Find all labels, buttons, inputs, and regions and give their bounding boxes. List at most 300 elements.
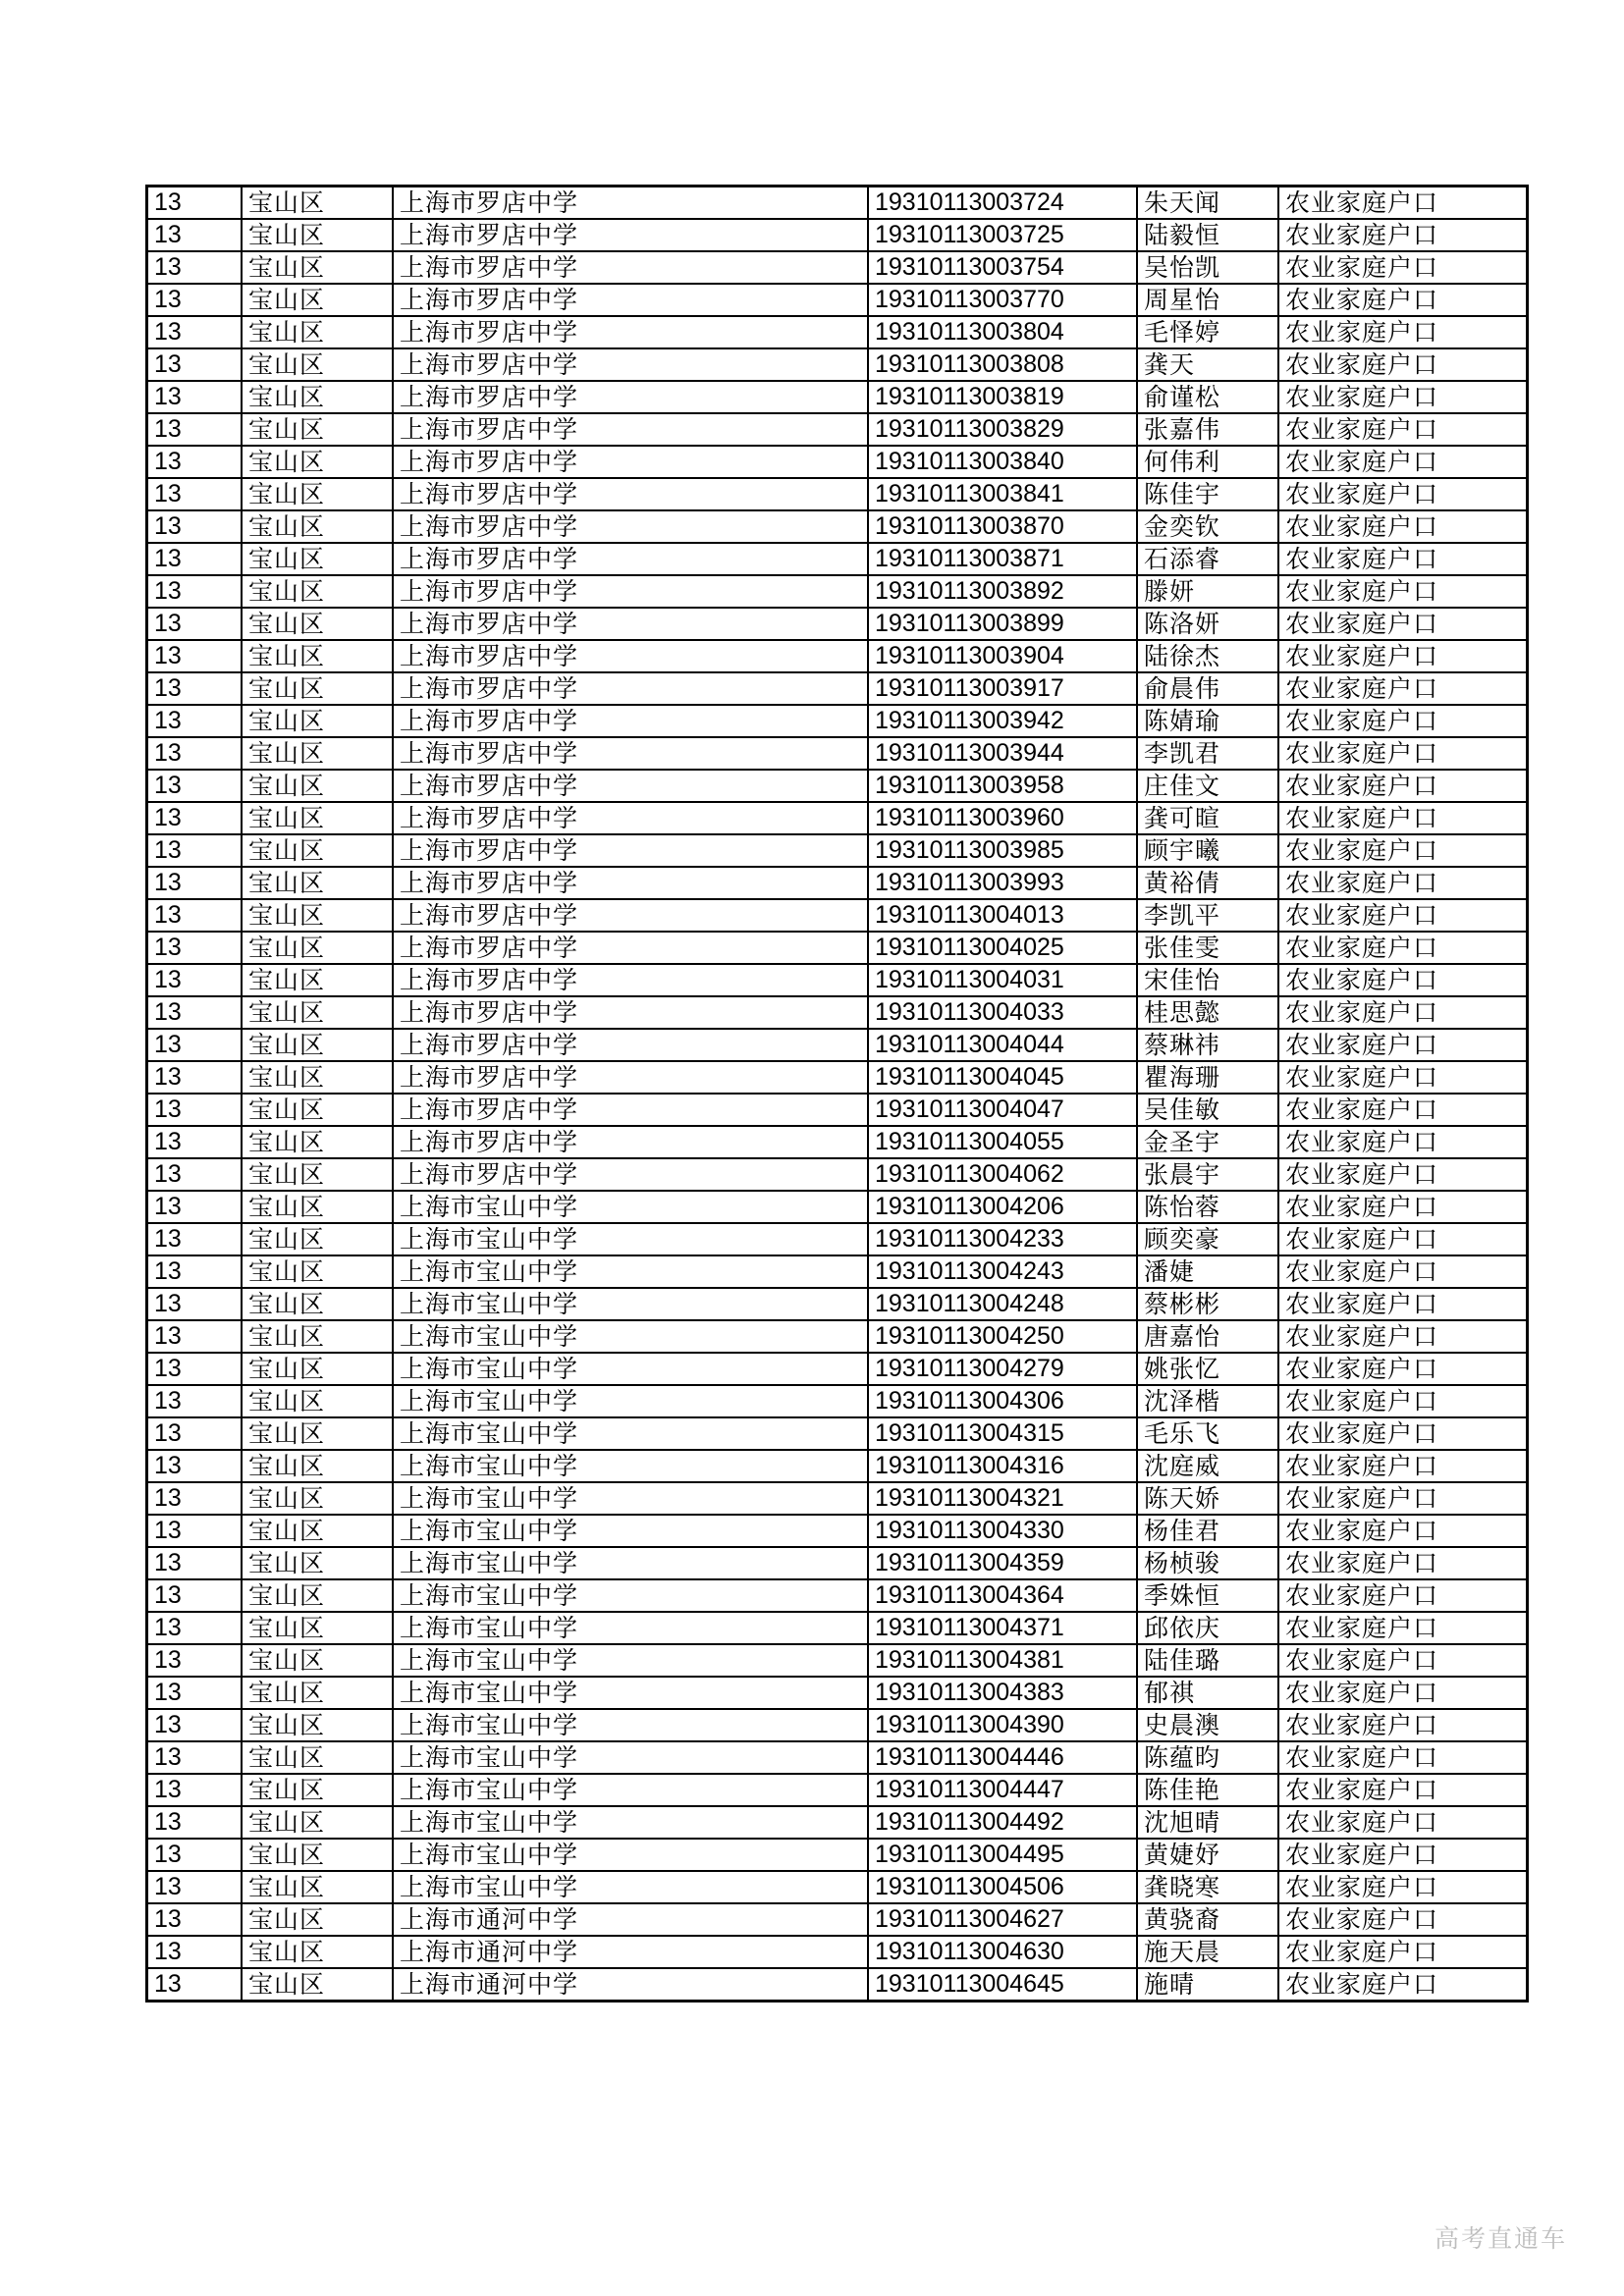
cell-household-type: 农业家庭户口	[1278, 1385, 1528, 1417]
table-row	[147, 316, 1528, 348]
cell-student-name: 陆佳璐	[1137, 1644, 1278, 1677]
table-row	[147, 1288, 1528, 1320]
cell-household-type: 农业家庭户口	[1278, 1547, 1528, 1579]
cell-district: 宝山区	[242, 996, 393, 1029]
cell-student-name: 俞谨松	[1137, 381, 1278, 413]
cell-code: 13	[147, 1385, 243, 1417]
table-row	[147, 284, 1528, 316]
cell-code: 13	[147, 608, 243, 640]
cell-district: 宝山区	[242, 770, 393, 802]
cell-school: 上海市罗店中学	[393, 251, 868, 284]
cell-code: 13	[147, 510, 243, 543]
cell-student-name: 何伟利	[1137, 446, 1278, 478]
cell-school: 上海市罗店中学	[393, 737, 868, 770]
cell-household-type: 农业家庭户口	[1278, 1061, 1528, 1094]
cell-student-name: 金圣宇	[1137, 1126, 1278, 1158]
cell-household-type: 农业家庭户口	[1278, 1515, 1528, 1547]
cell-household-type: 农业家庭户口	[1278, 1450, 1528, 1482]
cell-student-name: 蔡琳祎	[1137, 1029, 1278, 1061]
cell-district: 宝山区	[242, 1806, 393, 1839]
cell-exam-id: 19310113003724	[868, 187, 1137, 220]
cell-code: 13	[147, 1644, 243, 1677]
cell-exam-id: 19310113003804	[868, 316, 1137, 348]
cell-exam-id: 19310113004315	[868, 1417, 1137, 1450]
cell-school: 上海市罗店中学	[393, 899, 868, 932]
cell-school: 上海市宝山中学	[393, 1774, 868, 1806]
table-row	[147, 1353, 1528, 1385]
table-row	[147, 478, 1528, 510]
cell-code: 13	[147, 640, 243, 672]
table-row	[147, 1385, 1528, 1417]
cell-household-type: 农业家庭户口	[1278, 770, 1528, 802]
cell-code: 13	[147, 1871, 243, 1903]
cell-household-type: 农业家庭户口	[1278, 672, 1528, 705]
cell-code: 13	[147, 1094, 243, 1126]
cell-household-type: 农业家庭户口	[1278, 251, 1528, 284]
cell-district: 宝山区	[242, 1839, 393, 1871]
cell-district: 宝山区	[242, 1903, 393, 1936]
cell-district: 宝山区	[242, 1709, 393, 1741]
table-row	[147, 1061, 1528, 1094]
table-row	[147, 1482, 1528, 1515]
cell-code: 13	[147, 770, 243, 802]
cell-student-name: 桂思懿	[1137, 996, 1278, 1029]
cell-household-type: 农业家庭户口	[1278, 575, 1528, 608]
cell-household-type: 农业家庭户口	[1278, 381, 1528, 413]
cell-school: 上海市宝山中学	[393, 1417, 868, 1450]
cell-student-name: 史晨澳	[1137, 1709, 1278, 1741]
table-row	[147, 187, 1528, 220]
cell-exam-id: 19310113004062	[868, 1158, 1137, 1191]
cell-district: 宝山区	[242, 640, 393, 672]
cell-student-name: 顾宇曦	[1137, 834, 1278, 867]
cell-school: 上海市罗店中学	[393, 964, 868, 996]
cell-district: 宝山区	[242, 510, 393, 543]
cell-household-type: 农业家庭户口	[1278, 478, 1528, 510]
cell-school: 上海市罗店中学	[393, 802, 868, 834]
cell-code: 13	[147, 1903, 243, 1936]
cell-code: 13	[147, 1158, 243, 1191]
cell-exam-id: 19310113004359	[868, 1547, 1137, 1579]
cell-student-name: 滕妍	[1137, 575, 1278, 608]
cell-district: 宝山区	[242, 1677, 393, 1709]
cell-code: 13	[147, 478, 243, 510]
cell-exam-id: 19310113004495	[868, 1839, 1137, 1871]
cell-code: 13	[147, 1223, 243, 1255]
cell-exam-id: 19310113004045	[868, 1061, 1137, 1094]
cell-code: 13	[147, 1806, 243, 1839]
cell-household-type: 农业家庭户口	[1278, 316, 1528, 348]
cell-exam-id: 19310113003770	[868, 284, 1137, 316]
cell-district: 宝山区	[242, 381, 393, 413]
cell-district: 宝山区	[242, 899, 393, 932]
cell-school: 上海市罗店中学	[393, 672, 868, 705]
cell-school: 上海市罗店中学	[393, 705, 868, 737]
cell-code: 13	[147, 1029, 243, 1061]
table-row	[147, 834, 1528, 867]
cell-household-type: 农业家庭户口	[1278, 543, 1528, 575]
cell-exam-id: 19310113004306	[868, 1385, 1137, 1417]
cell-household-type: 农业家庭户口	[1278, 413, 1528, 446]
cell-code: 13	[147, 1288, 243, 1320]
cell-code: 13	[147, 737, 243, 770]
table-row	[147, 672, 1528, 705]
cell-school: 上海市宝山中学	[393, 1612, 868, 1644]
table-row	[147, 1774, 1528, 1806]
cell-district: 宝山区	[242, 1417, 393, 1450]
cell-school: 上海市通河中学	[393, 1968, 868, 2002]
cell-code: 13	[147, 1968, 243, 2002]
cell-student-name: 龚可暄	[1137, 802, 1278, 834]
cell-code: 13	[147, 932, 243, 964]
table-row	[147, 1709, 1528, 1741]
cell-district: 宝山区	[242, 1450, 393, 1482]
cell-code: 13	[147, 1417, 243, 1450]
cell-district: 宝山区	[242, 543, 393, 575]
cell-household-type: 农业家庭户口	[1278, 1806, 1528, 1839]
cell-household-type: 农业家庭户口	[1278, 867, 1528, 899]
table-row	[147, 1871, 1528, 1903]
cell-student-name: 李凯君	[1137, 737, 1278, 770]
cell-district: 宝山区	[242, 1871, 393, 1903]
cell-exam-id: 19310113004055	[868, 1126, 1137, 1158]
table-row	[147, 1579, 1528, 1612]
cell-school: 上海市宝山中学	[393, 1839, 868, 1871]
cell-household-type: 农业家庭户口	[1278, 510, 1528, 543]
cell-school: 上海市宝山中学	[393, 1482, 868, 1515]
cell-household-type: 农业家庭户口	[1278, 608, 1528, 640]
cell-district: 宝山区	[242, 1482, 393, 1515]
cell-exam-id: 19310113004446	[868, 1741, 1137, 1774]
cell-exam-id: 19310113004506	[868, 1871, 1137, 1903]
table-row	[147, 1126, 1528, 1158]
cell-student-name: 杨桢骏	[1137, 1547, 1278, 1579]
cell-student-name: 季姝恒	[1137, 1579, 1278, 1612]
cell-district: 宝山区	[242, 1255, 393, 1288]
cell-exam-id: 19310113004630	[868, 1936, 1137, 1968]
cell-exam-id: 19310113004447	[868, 1774, 1137, 1806]
cell-exam-id: 19310113003841	[868, 478, 1137, 510]
cell-student-name: 沈庭威	[1137, 1450, 1278, 1482]
cell-student-name: 顾奕豪	[1137, 1223, 1278, 1255]
cell-district: 宝山区	[242, 1774, 393, 1806]
cell-exam-id: 19310113003808	[868, 348, 1137, 381]
cell-code: 13	[147, 1612, 243, 1644]
cell-student-name: 陈蕴昀	[1137, 1741, 1278, 1774]
cell-household-type: 农业家庭户口	[1278, 348, 1528, 381]
cell-household-type: 农业家庭户口	[1278, 737, 1528, 770]
cell-district: 宝山区	[242, 1061, 393, 1094]
cell-student-name: 姚张忆	[1137, 1353, 1278, 1385]
cell-school: 上海市通河中学	[393, 1903, 868, 1936]
cell-code: 13	[147, 1936, 243, 1968]
cell-code: 13	[147, 1839, 243, 1871]
table-row	[147, 348, 1528, 381]
cell-student-name: 吴佳敏	[1137, 1094, 1278, 1126]
table-row	[147, 705, 1528, 737]
cell-student-name: 陆徐杰	[1137, 640, 1278, 672]
cell-code: 13	[147, 1741, 243, 1774]
cell-code: 13	[147, 1353, 243, 1385]
cell-code: 13	[147, 1774, 243, 1806]
table-row	[147, 219, 1528, 251]
table-row	[147, 575, 1528, 608]
cell-code: 13	[147, 187, 243, 220]
cell-student-name: 沈旭晴	[1137, 1806, 1278, 1839]
cell-district: 宝山区	[242, 348, 393, 381]
cell-code: 13	[147, 1320, 243, 1353]
table-row	[147, 1191, 1528, 1223]
cell-exam-id: 19310113004248	[868, 1288, 1137, 1320]
cell-household-type: 农业家庭户口	[1278, 1288, 1528, 1320]
cell-household-type: 农业家庭户口	[1278, 1968, 1528, 2002]
cell-code: 13	[147, 1579, 243, 1612]
table-row	[147, 1644, 1528, 1677]
cell-exam-id: 19310113003725	[868, 219, 1137, 251]
cell-school: 上海市宝山中学	[393, 1320, 868, 1353]
cell-student-name: 陈佳艳	[1137, 1774, 1278, 1806]
table-row	[147, 770, 1528, 802]
cell-code: 13	[147, 867, 243, 899]
cell-school: 上海市宝山中学	[393, 1709, 868, 1741]
cell-district: 宝山区	[242, 413, 393, 446]
cell-household-type: 农业家庭户口	[1278, 1677, 1528, 1709]
cell-district: 宝山区	[242, 478, 393, 510]
cell-district: 宝山区	[242, 1191, 393, 1223]
cell-exam-id: 19310113004330	[868, 1515, 1137, 1547]
cell-district: 宝山区	[242, 802, 393, 834]
cell-school: 上海市罗店中学	[393, 640, 868, 672]
cell-student-name: 陈婧瑜	[1137, 705, 1278, 737]
table-row	[147, 413, 1528, 446]
cell-district: 宝山区	[242, 932, 393, 964]
cell-student-name: 金奕钦	[1137, 510, 1278, 543]
cell-student-name: 陈怡蓉	[1137, 1191, 1278, 1223]
cell-district: 宝山区	[242, 219, 393, 251]
cell-district: 宝山区	[242, 316, 393, 348]
cell-household-type: 农业家庭户口	[1278, 1774, 1528, 1806]
cell-exam-id: 19310113004316	[868, 1450, 1137, 1482]
cell-student-name: 杨佳君	[1137, 1515, 1278, 1547]
cell-code: 13	[147, 1255, 243, 1288]
cell-code: 13	[147, 996, 243, 1029]
cell-district: 宝山区	[242, 1547, 393, 1579]
cell-code: 13	[147, 1709, 243, 1741]
cell-exam-id: 19310113004492	[868, 1806, 1137, 1839]
table-body	[147, 187, 1528, 2002]
cell-exam-id: 19310113004233	[868, 1223, 1137, 1255]
table-row	[147, 1417, 1528, 1450]
table-row	[147, 640, 1528, 672]
cell-school: 上海市罗店中学	[393, 316, 868, 348]
cell-exam-id: 19310113004364	[868, 1579, 1137, 1612]
cell-student-name: 张晨宇	[1137, 1158, 1278, 1191]
cell-exam-id: 19310113004044	[868, 1029, 1137, 1061]
cell-code: 13	[147, 1126, 243, 1158]
cell-exam-id: 19310113004627	[868, 1903, 1137, 1936]
cell-school: 上海市罗店中学	[393, 996, 868, 1029]
cell-code: 13	[147, 284, 243, 316]
cell-exam-id: 19310113004025	[868, 932, 1137, 964]
cell-district: 宝山区	[242, 1094, 393, 1126]
cell-exam-id: 19310113004206	[868, 1191, 1137, 1223]
cell-household-type: 农业家庭户口	[1278, 1094, 1528, 1126]
cell-district: 宝山区	[242, 1288, 393, 1320]
cell-household-type: 农业家庭户口	[1278, 996, 1528, 1029]
cell-code: 13	[147, 575, 243, 608]
cell-code: 13	[147, 446, 243, 478]
cell-student-name: 周星怡	[1137, 284, 1278, 316]
cell-school: 上海市罗店中学	[393, 1094, 868, 1126]
cell-exam-id: 19310113003871	[868, 543, 1137, 575]
cell-school: 上海市罗店中学	[393, 867, 868, 899]
cell-code: 13	[147, 1547, 243, 1579]
table-row	[147, 964, 1528, 996]
cell-district: 宝山区	[242, 834, 393, 867]
cell-district: 宝山区	[242, 672, 393, 705]
cell-district: 宝山区	[242, 1126, 393, 1158]
cell-school: 上海市宝山中学	[393, 1191, 868, 1223]
cell-exam-id: 19310113004243	[868, 1255, 1137, 1288]
cell-household-type: 农业家庭户口	[1278, 219, 1528, 251]
cell-student-name: 李凯平	[1137, 899, 1278, 932]
cell-household-type: 农业家庭户口	[1278, 284, 1528, 316]
cell-school: 上海市罗店中学	[393, 348, 868, 381]
cell-code: 13	[147, 1450, 243, 1482]
table-row	[147, 899, 1528, 932]
cell-student-name: 沈泽楷	[1137, 1385, 1278, 1417]
cell-school: 上海市宝山中学	[393, 1644, 868, 1677]
cell-school: 上海市罗店中学	[393, 1158, 868, 1191]
cell-exam-id: 19310113004033	[868, 996, 1137, 1029]
cell-exam-id: 19310113003870	[868, 510, 1137, 543]
cell-code: 13	[147, 899, 243, 932]
cell-school: 上海市罗店中学	[393, 1061, 868, 1094]
cell-code: 13	[147, 964, 243, 996]
cell-exam-id: 19310113003892	[868, 575, 1137, 608]
cell-household-type: 农业家庭户口	[1278, 834, 1528, 867]
cell-district: 宝山区	[242, 608, 393, 640]
cell-student-name: 张佳雯	[1137, 932, 1278, 964]
cell-district: 宝山区	[242, 1515, 393, 1547]
cell-school: 上海市宝山中学	[393, 1547, 868, 1579]
student-roster-table	[145, 185, 1529, 2002]
cell-district: 宝山区	[242, 1741, 393, 1774]
cell-student-name: 郁祺	[1137, 1677, 1278, 1709]
cell-exam-id: 19310113003829	[868, 413, 1137, 446]
cell-household-type: 农业家庭户口	[1278, 1644, 1528, 1677]
cell-district: 宝山区	[242, 867, 393, 899]
cell-household-type: 农业家庭户口	[1278, 1126, 1528, 1158]
cell-school: 上海市宝山中学	[393, 1385, 868, 1417]
cell-code: 13	[147, 672, 243, 705]
cell-school: 上海市宝山中学	[393, 1255, 868, 1288]
cell-district: 宝山区	[242, 1579, 393, 1612]
table-row	[147, 1677, 1528, 1709]
cell-code: 13	[147, 1482, 243, 1515]
cell-district: 宝山区	[242, 575, 393, 608]
cell-school: 上海市罗店中学	[393, 187, 868, 220]
cell-code: 13	[147, 834, 243, 867]
cell-school: 上海市罗店中学	[393, 932, 868, 964]
table-row	[147, 1968, 1528, 2002]
cell-code: 13	[147, 802, 243, 834]
cell-school: 上海市宝山中学	[393, 1450, 868, 1482]
cell-code: 13	[147, 1191, 243, 1223]
cell-school: 上海市罗店中学	[393, 478, 868, 510]
cell-student-name: 黄骁裔	[1137, 1903, 1278, 1936]
cell-student-name: 俞晨伟	[1137, 672, 1278, 705]
cell-household-type: 农业家庭户口	[1278, 1579, 1528, 1612]
cell-school: 上海市罗店中学	[393, 770, 868, 802]
cell-code: 13	[147, 316, 243, 348]
cell-household-type: 农业家庭户口	[1278, 1223, 1528, 1255]
cell-household-type: 农业家庭户口	[1278, 1741, 1528, 1774]
cell-exam-id: 19310113004390	[868, 1709, 1137, 1741]
table-row	[147, 1255, 1528, 1288]
cell-code: 13	[147, 1677, 243, 1709]
cell-student-name: 陈洛妍	[1137, 608, 1278, 640]
cell-exam-id: 19310113003960	[868, 802, 1137, 834]
cell-household-type: 农业家庭户口	[1278, 964, 1528, 996]
cell-school: 上海市罗店中学	[393, 834, 868, 867]
table-row	[147, 1515, 1528, 1547]
cell-household-type: 农业家庭户口	[1278, 1871, 1528, 1903]
cell-household-type: 农业家庭户口	[1278, 1191, 1528, 1223]
cell-exam-id: 19310113003917	[868, 672, 1137, 705]
cell-school: 上海市罗店中学	[393, 1126, 868, 1158]
table-row	[147, 446, 1528, 478]
cell-school: 上海市宝山中学	[393, 1741, 868, 1774]
table-row	[147, 1094, 1528, 1126]
table-row	[147, 1806, 1528, 1839]
cell-school: 上海市宝山中学	[393, 1223, 868, 1255]
cell-exam-id: 19310113004371	[868, 1612, 1137, 1644]
cell-student-name: 龚天	[1137, 348, 1278, 381]
cell-exam-id: 19310113003819	[868, 381, 1137, 413]
cell-student-name: 蔡彬彬	[1137, 1288, 1278, 1320]
cell-district: 宝山区	[242, 187, 393, 220]
cell-school: 上海市罗店中学	[393, 1029, 868, 1061]
cell-school: 上海市罗店中学	[393, 510, 868, 543]
table-row	[147, 737, 1528, 770]
cell-school: 上海市宝山中学	[393, 1677, 868, 1709]
table-row	[147, 1029, 1528, 1061]
cell-district: 宝山区	[242, 1353, 393, 1385]
table-row	[147, 381, 1528, 413]
cell-household-type: 农业家庭户口	[1278, 640, 1528, 672]
cell-exam-id: 19310113003942	[868, 705, 1137, 737]
cell-exam-id: 19310113003899	[868, 608, 1137, 640]
cell-student-name: 黄婕妤	[1137, 1839, 1278, 1871]
cell-student-name: 毛乐飞	[1137, 1417, 1278, 1450]
cell-household-type: 农业家庭户口	[1278, 1255, 1528, 1288]
cell-student-name: 吴怡凯	[1137, 251, 1278, 284]
cell-student-name: 毛怿婷	[1137, 316, 1278, 348]
cell-district: 宝山区	[242, 284, 393, 316]
cell-household-type: 农业家庭户口	[1278, 705, 1528, 737]
cell-district: 宝山区	[242, 1644, 393, 1677]
cell-code: 13	[147, 1061, 243, 1094]
cell-exam-id: 19310113003904	[868, 640, 1137, 672]
cell-school: 上海市宝山中学	[393, 1806, 868, 1839]
cell-exam-id: 19310113004013	[868, 899, 1137, 932]
cell-exam-id: 19310113003840	[868, 446, 1137, 478]
table-row	[147, 1320, 1528, 1353]
table-row	[147, 1839, 1528, 1871]
cell-student-name: 瞿海珊	[1137, 1061, 1278, 1094]
table-row	[147, 251, 1528, 284]
